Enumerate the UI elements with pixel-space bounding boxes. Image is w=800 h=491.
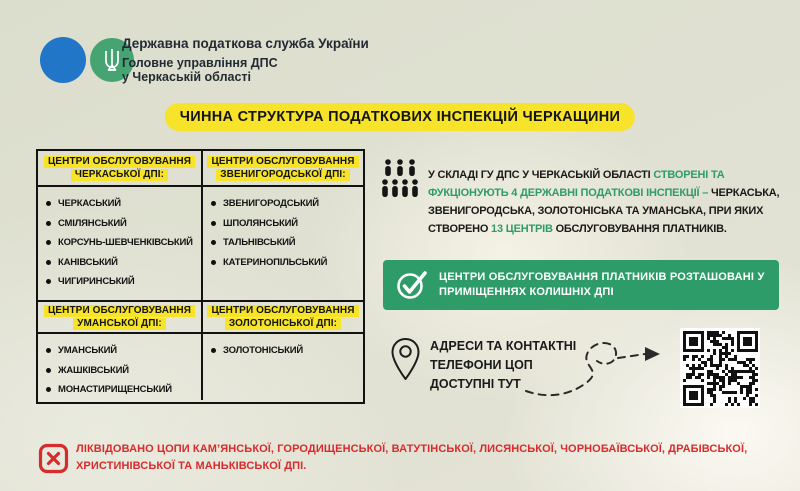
org-dept-line2: у Черкаській області	[122, 70, 252, 84]
service-center-item: ЧЕРКАСЬКИЙ	[46, 198, 199, 209]
bullet-dot-icon	[211, 221, 216, 226]
bullet-dot-icon	[46, 368, 51, 373]
bullet-dot-icon	[46, 348, 51, 353]
table-items-zolotonosha	[201, 332, 363, 400]
contact-line2: ТЕЛЕФОНИ ЦОП	[430, 358, 533, 372]
service-center-item: КАНІВСЬКИЙ	[46, 257, 199, 268]
banner-text: ЦЕНТРИ ОБСЛУГОВУВАННЯ ПЛАТНИКІВ РОЗТАШОВАНІ У ПРИМІЩЕННЯХ КОЛИШНІХ ДПІ	[439, 271, 765, 298]
contact-line1: АДРЕСИ ТА КОНТАКТНІ	[430, 339, 577, 353]
service-center-item: ЗОЛОТОНІСЬКИЙ	[211, 345, 361, 356]
bullet-dot-icon	[46, 279, 51, 284]
bullet-dot-icon	[46, 221, 51, 226]
page-title: ЧИННА СТРУКТУРА ПОДАТКОВИХ ІНСПЕКЦІЙ ЧЕРКАЩИНИ	[165, 103, 635, 131]
table-header-zolotonosha: ЦЕНТРИ ОБСЛУГОВУВАННЯ ЗОЛОТОНІСЬКОЇ ДПІ:	[201, 300, 363, 332]
people-group-icon	[380, 158, 420, 207]
table-header-cherkasy: ЦЕНТРИ ОБСЛУГОВУВАННЯ ЧЕРКАСЬКОЇ ДПІ:	[38, 151, 201, 185]
qr-code	[680, 328, 760, 408]
bullet-dot-icon	[211, 260, 216, 265]
service-center-item: КАТЕРИНОПІЛЬСЬКИЙ	[211, 257, 361, 268]
service-center-item: УМАНСЬКИЙ	[46, 345, 199, 356]
trident-icon	[100, 47, 124, 73]
table-items-zvenyhorodka	[201, 185, 363, 300]
service-centers-table	[36, 149, 365, 404]
bullet-dot-icon	[46, 387, 51, 392]
bullet-dot-icon	[211, 201, 216, 206]
banner-cop-location	[383, 260, 779, 310]
service-center-item: ШПОЛЯНСЬКИЙ	[211, 218, 361, 229]
table-items-cherkasy	[38, 185, 201, 300]
service-center-item: МОНАСТИРИЩЕНСЬКИЙ	[46, 384, 199, 395]
logo-blue-circle-icon	[40, 37, 86, 83]
location-pin-icon	[390, 337, 421, 389]
dashed-arrow-squiggle-icon	[518, 333, 678, 410]
service-center-item: СМІЛЯНСЬКИЙ	[46, 218, 199, 229]
service-center-item: ЗВЕНИГОРОДСЬКИЙ	[211, 198, 361, 209]
service-center-item: ТАЛЬНІВСЬКИЙ	[211, 237, 361, 248]
org-block	[122, 36, 369, 84]
service-center-item: ЧИГИРИНСЬКИЙ	[46, 276, 199, 287]
bullet-dot-icon	[211, 348, 216, 353]
table-header-zvenyhorodka: ЦЕНТРИ ОБСЛУГОВУВАННЯ ЗВЕНИГОРОДСЬКОЇ ДПІ:	[201, 151, 363, 185]
table-header-uman: ЦЕНТРИ ОБСЛУГОВУВАННЯ УМАНСЬКОЇ ДПІ:	[38, 300, 201, 332]
bullet-dot-icon	[211, 240, 216, 245]
about-paragraph: У СКЛАДІ ГУ ДПС У ЧЕРКАСЬКІЙ ОБЛАСТІ СТВОРЕНІ ТА ФУКЦІОНУЮТЬ 4 ДЕРЖАВНІ ПОДАТКОВІ ІНСПЕКЦІЇ – ЧЕРКАСЬКА, ЗВЕНИГОРОДСЬКА, ЗОЛОТОНІСЬКА ТА УМАНСЬКА, ПРИ ЯКИХ СТВОРЕНО 13 ЦЕНТРІВ ОБСЛУГОВУВАННЯ ПЛАТНИКІВ.	[428, 169, 780, 235]
service-center-item: ЖАШКІВСЬКИЙ	[46, 365, 199, 376]
service-center-item: КОРСУНЬ-ШЕВЧЕНКІВСЬКИЙ	[46, 237, 199, 248]
liquidated-notice: ЛІКВІДОВАНО ЦОПИ КАМ’ЯНСЬКОЇ, ГОРОДИЩЕНСЬКОЇ, ВАТУТІНСЬКОЇ, ЛИСЯНСЬКОЇ, ЧОРНОБАЇВСЬКОЇ, ДРАБІВСЬКОЇ, ХРИСТИНІВСЬКОЇ ТА МАНЬКІВСЬКОЇ ДПІ.	[76, 443, 748, 472]
bullet-dot-icon	[46, 260, 51, 265]
x-square-icon	[38, 443, 69, 479]
contact-line3: ДОСТУПНІ ТУТ	[430, 377, 521, 391]
org-dept-line1: Головне управління ДПС	[122, 56, 278, 70]
table-items-uman	[38, 332, 201, 400]
bullet-dot-icon	[46, 201, 51, 206]
org-name: Державна податкова служба України	[122, 36, 369, 51]
bullet-dot-icon	[46, 240, 51, 245]
checkmark-circle-icon	[395, 269, 429, 301]
